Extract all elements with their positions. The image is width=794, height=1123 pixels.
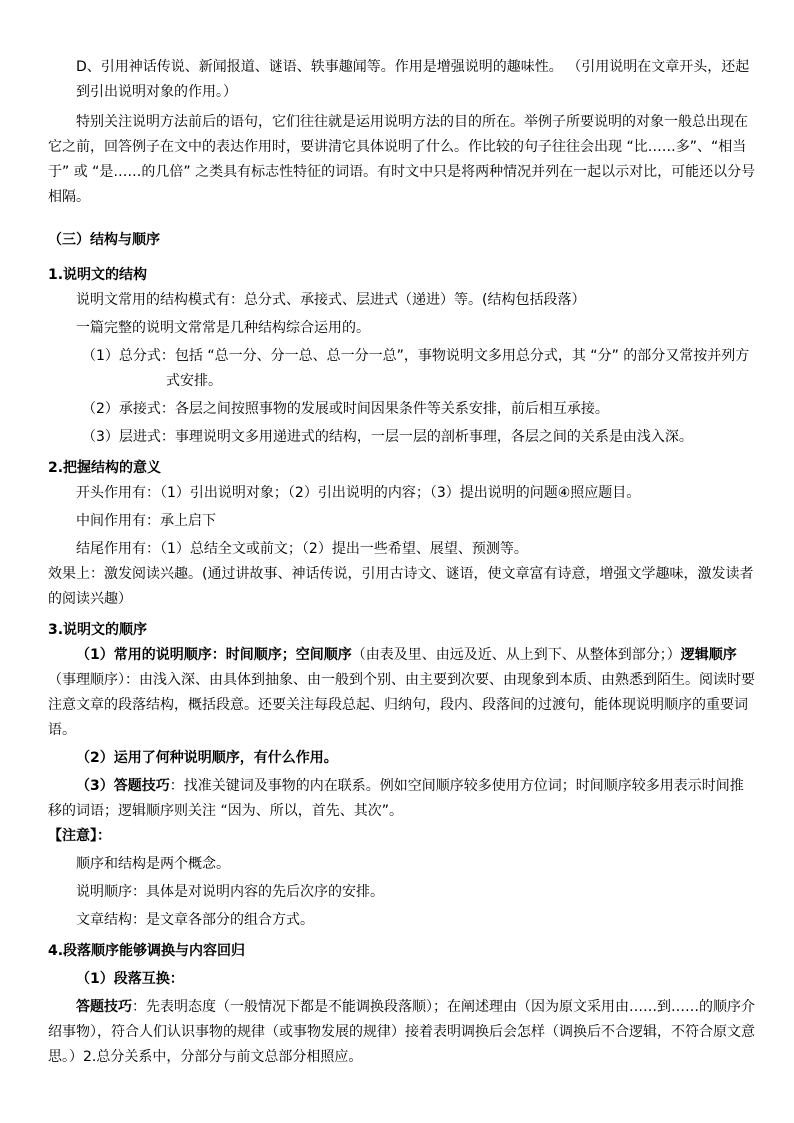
structure-item-3: （3）层进式：事理说明文多用递进式的结构，一层一层的剖析事理，各层之间的关系是由浅入深。 [82, 429, 693, 445]
meaning-middle: 中间作用有：承上启下 [76, 513, 216, 529]
note-title: 【注意】： [48, 828, 111, 844]
order-para-3-text: ：找准关键词及事物的内在联系。例如空间顺序较多使用方位词；时间顺序较多用表示时间推移的词语；逻辑顺序则关注 “因为、所以，首先、其次”。 [48, 778, 744, 819]
heading-structure: 1.说明文的结构 [48, 267, 148, 283]
intro-d-item: D、引用神话传说、新闻报道、谜语、轶事趣闻等。作用是增强说明的趣味性。 （引用说明在文章开头，还起到引出说明对象的作用。） [76, 59, 750, 100]
order-para-2: （2）运用了何种说明顺序，有什么作用。 [76, 750, 338, 766]
intro-note-paragraph: 特别关注说明方法前后的语句，它们往往就是运用说明方法的目的所在。举例子所要说明的对象一般总出现在它之前，回答例子在文中的表达作用时，要讲清它具体说明了什么。作比较的句子往往会出现 “比……多”、“相当于” 或 “是……的几倍” 之类具有标志性特征的词语。有时文中只是将两种情况并列在一起以示对比，可能还以分号相隔。 [48, 114, 756, 205]
heading-structure-meaning: 2.把握结构的意义 [48, 460, 162, 476]
order-para-3 [48, 774, 756, 824]
heading-order: 3.说明文的顺序 [48, 622, 148, 638]
paragraph-swap-bold: 答题技巧 [76, 999, 132, 1015]
section-title: （三）结构与顺序 [48, 232, 160, 248]
document-page [48, 55, 756, 1070]
note-item-3: 文章结构：是文章各部分的组合方式。 [76, 912, 314, 928]
heading-paragraph-order: 4.段落顺序能够调换与内容回归 [48, 943, 246, 959]
order-para-1-text-a: （由表及里、由远及近、从上到下、从整体到部分；） [351, 647, 681, 663]
structure-item-2: （2）承接式：各层之间按照事物的发展或时间因果条件等关系安排，前后相互承接。 [82, 401, 609, 417]
order-para-3-bold: （3）答题技巧 [76, 778, 170, 794]
paragraph-swap-para [48, 995, 756, 1070]
order-para-1-bold-a: （1）常用的说明顺序：时间顺序；空间顺序 [76, 647, 352, 663]
structure-para-1: 说明文常用的结构模式有：总分式、承接式、层进式（递进）等。(结构包括段落） [76, 292, 586, 308]
order-para-1-bold-b: 逻辑顺序 [680, 647, 737, 663]
meaning-opening: 开头作用有：（1）引出说明对象；（2）引出说明的内容；（3）提出说明的问题④照应题目。 [76, 485, 641, 501]
note-item-1: 顺序和结构是两个概念。 [76, 856, 230, 872]
note-item-2: 说明顺序：具体是对说明内容的先后次序的安排。 [76, 884, 384, 900]
order-para-1-text-b: （事理顺序）：由浅入深、由具体到抽象、由一般到个别、由主要到次要、由现象到本质、由熟悉到陌生。阅读时要注意文章的段落结构，概括段意。还要关注每段总起、归纳句，段内、段落间的过渡句，能体现说明顺序的重要词语。 [48, 672, 755, 738]
paragraph-swap-title: （1）段落互换： [76, 971, 184, 987]
meaning-effect: 效果上：激发阅读兴趣。(通过讲故事、神话传说，引用古诗文、谜语，使文章富有诗意，增强文学趣味，激发读者的阅读兴趣） [48, 566, 754, 607]
meaning-ending: 结尾作用有：（1）总结全文或前文；（2）提出一些希望、展望、预测等。 [76, 541, 528, 557]
order-para-1 [48, 643, 756, 743]
paragraph-swap-text: ：先表明态度（一般情况下都是不能调换段落顺）；在阐述理由（因为原文采用由……到……的顺序介绍事物），符合人们认识事物的规律（或事物发展的规律）接着表明调换后会怎样（调换后不合逻辑，不符合原文意思。）2.总分关系中，分部分与前文总部分相照应。 [48, 999, 755, 1065]
structure-para-2: 一篇完整的说明文常常是几种结构综合运用的。 [76, 320, 370, 336]
structure-item-1: （1）总分式：包括 “总一分、分一总、总一分一总”，事物说明文多用总分式，其 “分” 的部分又常按并列方式安排。 [82, 348, 750, 389]
